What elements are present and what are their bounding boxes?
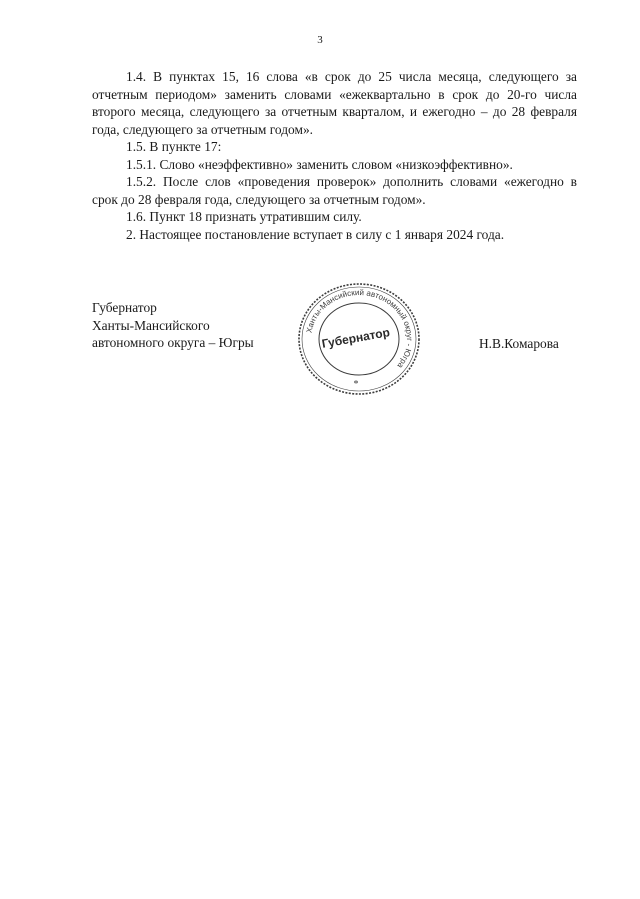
official-seal — [294, 279, 424, 399]
signature-title-line: Ханты-Мансийского — [92, 317, 210, 333]
signature-title-line: автономного округа – Югры — [92, 335, 254, 350]
seal-star-icon: * — [353, 379, 359, 390]
signature-title — [92, 299, 254, 352]
signer-name: Н.В.Комарова — [479, 336, 559, 351]
seal-ring-text: Ханты-Мансийский автономный округ - Югра — [304, 287, 415, 371]
paragraph-1-5-1: 1.5.1. Слово «неэффективно» заменить словом «низкоэффективно». — [126, 156, 513, 172]
paragraph-1-5: 1.5. В пункте 17: — [126, 139, 222, 154]
paragraph-1-5-2: 1.5.2. После слов «проведения проверок» дополнить словами «ежегодно в срок до 28 февраля года, следующего за отчетным годом». — [92, 174, 577, 207]
signature-title-line: Губернатор — [92, 300, 157, 315]
paragraph-2: 2. Настоящее постановление вступает в силу с 1 января 2024 года. — [126, 226, 505, 242]
paragraph-1-4: 1.4. В пунктах 15, 16 слова «в срок до 25 числа месяца, следующего за отчетным периодом» заменить словами «ежеквартально в срок до 20-го числа второго месяца, следующего за отчетным кварталом, и ежегодно – до 28 февраля года, следующего за отчетным годом». — [92, 69, 577, 137]
seal-center-text: Губернатор — [320, 325, 391, 351]
document-body — [92, 68, 577, 243]
page-number: 3 — [317, 34, 323, 46]
paragraph-1-6: 1.6. Пункт 18 признать утратившим силу. — [126, 209, 362, 224]
